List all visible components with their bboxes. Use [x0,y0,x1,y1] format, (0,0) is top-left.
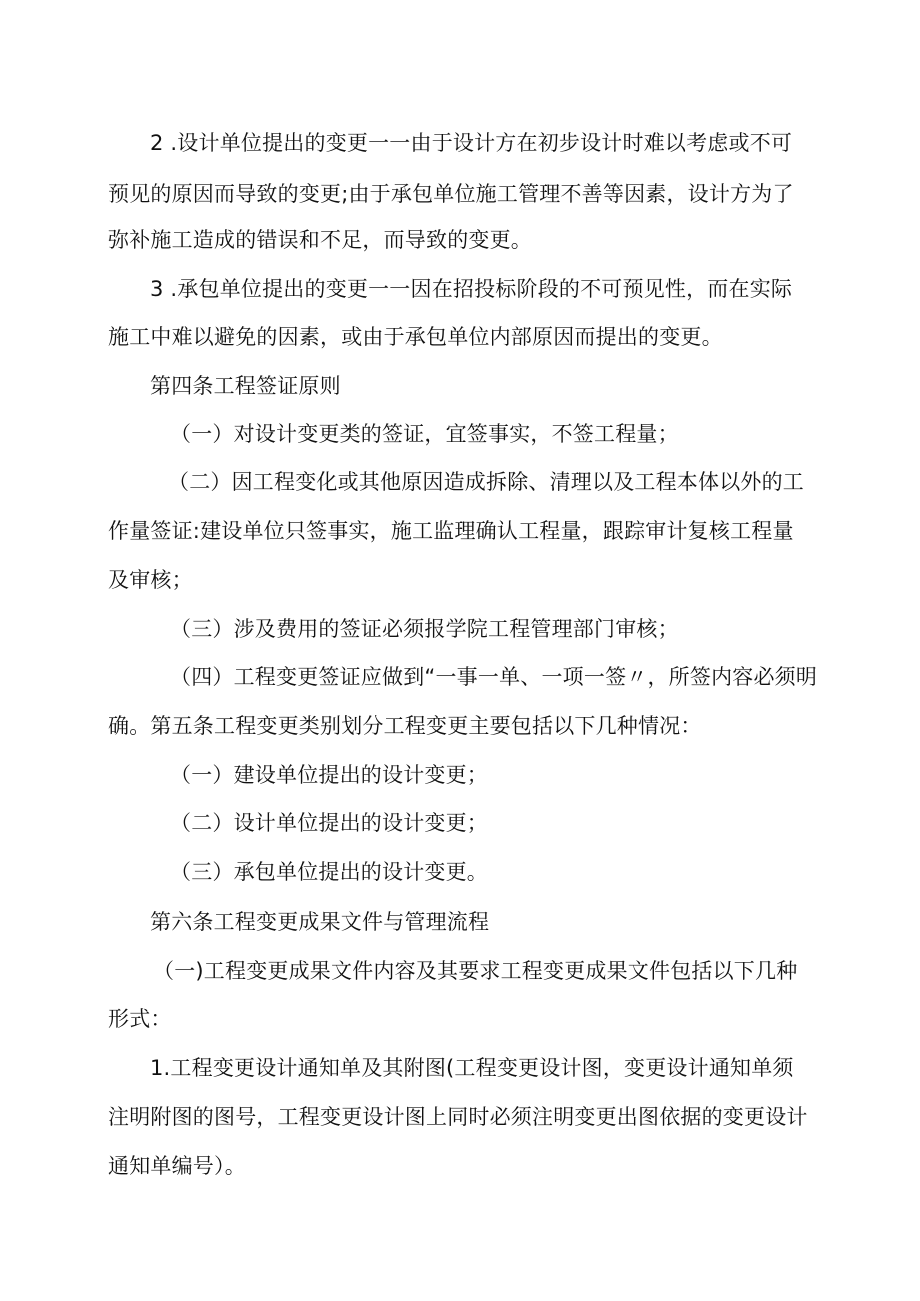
text-line: 施工中难以避免的因素，或由于承包单位内部原因而提出的变更。 [108,325,723,349]
text-line: （三）涉及费用的签证必须报学院工程管理部门审核； [170,617,679,641]
text-line: （三）承包单位提出的设计变更。 [170,860,488,884]
text-line: 预见的原因而导致的变更;由于承包单位施工管理不善等因素，设计方为了 [108,182,794,206]
text-line: 确。第五条工程变更类别划分工程变更主要包括以下几种情况： [108,714,702,738]
text-line: 及审核； [108,568,193,592]
text-line: （一）建设单位提出的设计变更； [170,763,488,787]
text-line: 通知单编号）。 [108,1154,246,1178]
text-line: 作量签证:建设单位只签事实，施工监理确认工程量，跟踪审计复核工程量 [108,519,794,543]
text-line: （二）因工程变化或其他原因造成拆除、清理以及工程本体以外的工 [168,470,804,494]
text-line: 3 .承包单位提出的变更一一因在招投标阶段的不可预见性，而在实际 [150,277,793,301]
text-line: 1.工程变更设计通知单及其附图(工程变更设计图，变更设计通知单须 [150,1056,794,1080]
section-heading: 第六条工程变更成果文件与管理流程 [150,910,490,934]
text-line: 注明附图的图号，工程变更设计图上同时必须注明变更出图依据的变更设计 [108,1105,808,1129]
text-line: 弥补施工造成的错误和不足，而导致的变更。 [108,228,532,252]
text-line: 形式： [108,1007,172,1031]
text-line: 2 .设计单位提出的变更一一由于设计方在初步设计时难以考虑或不可 [150,131,793,155]
text-line: （一)工程变更成果文件内容及其要求工程变更成果文件包括以下几种 [153,959,798,983]
text-line: （一）对设计变更类的签证，宜签事实，不签工程量； [170,422,679,446]
text-line: （四）工程变更签证应做到“一事一单、一项一签〃，所签内容必须明 [170,665,818,689]
text-line: （二）设计单位提出的设计变更； [170,811,488,835]
section-heading: 第四条工程签证原则 [150,374,341,398]
